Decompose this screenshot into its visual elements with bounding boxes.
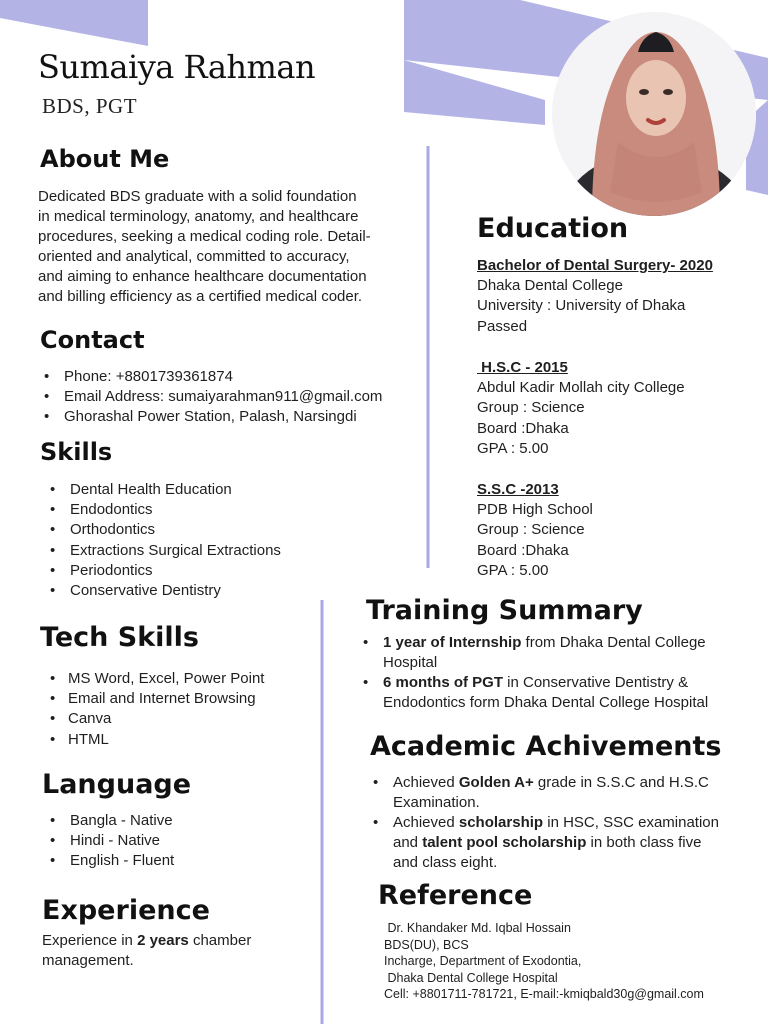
profile-photo [552,12,756,216]
candidate-degree: BDS, PGT [42,94,138,118]
top-right-shape-lower [404,60,545,125]
achievements-list [371,773,763,873]
list-item: • Extractions Surgical Extractions [44,541,424,561]
skills-heading: Skills [40,438,113,466]
list-item: • MS Word, Excel, Power Point [44,669,319,689]
list-item: • Email and Internet Browsing [44,689,319,709]
list-item: • Orthodontics [44,520,424,540]
education-entry-title: S.S.C -2013 [477,481,559,498]
reference-heading: Reference [378,880,533,911]
contact-heading: Contact [40,326,145,354]
reference-line: BDS(DU), BCS [384,937,469,952]
contact-email: • Email Address: sumaiyarahman911@gmail.com [38,387,423,407]
list-item: • Endodontics [44,500,424,520]
about-text [38,187,423,307]
education-entry-hsc: H.S.C - 2015 Abdul Kadir Mollah city College Group : Science Board :Dhaka GPA : 5.00 [477,359,685,457]
reference-line: Cell: +8801711-781721, E-mail:-kmiqbald30g@gmail.com [384,987,704,1001]
about-line: and billing efficiency as a certified medical coder. [38,288,363,305]
about-line: Dedicated BDS graduate with a solid foundation [38,188,357,205]
experience-text: Experience in 2 years chamber management. [42,932,252,969]
about-line: and aiming to enhance healthcare documentation [38,268,367,285]
about-line: procedures, seeking a medical coding role. Detail- [38,228,371,245]
reference-text [384,920,704,1003]
about-line: oriented and analytical, committed to accuracy, [38,248,350,265]
experience-years: 2 years [137,932,189,949]
list-item: • HTML [44,730,319,750]
contact-phone: • Phone: +8801739361874 [38,367,423,387]
contact-list [38,367,423,428]
reference-line: Dr. Khandaker Md. Iqbal Hossain [384,921,571,935]
education-entry-title: H.S.C - 2015 [477,359,568,376]
list-item: • Conservative Dentistry [44,581,424,601]
education-entry-title: Bachelor of Dental Surgery- 2020 [477,257,713,274]
about-heading: About Me [40,145,170,173]
list-item: • Achieved Golden A+ grade in S.S.C and H.S.C Examination. [371,773,763,813]
language-heading: Language [42,769,192,800]
experience-heading: Experience [42,895,210,926]
list-item: • English - Fluent [44,851,319,871]
education-entry-ssc: S.S.C -2013 PDB High School Group : Science Board :Dhaka GPA : 5.00 [477,481,593,579]
reference-line: Incharge, Department of Exodontia, [384,954,582,968]
top-left-shape [0,0,148,46]
list-item: • Hindi - Native [44,831,319,851]
list-item: • Bangla - Native [44,811,319,831]
achievements-heading: Academic Achivements [370,731,722,762]
tech-skills-heading: Tech Skills [40,622,200,653]
contact-address: • Ghorashal Power Station, Palash, Narsingdi [38,407,423,427]
skills-list [44,480,424,601]
list-item: • 1 year of Internship from Dhaka Dental College Hospital [361,633,761,673]
education-heading: Education [477,213,629,244]
list-item: • Canva [44,709,319,729]
education-entry-bds: Bachelor of Dental Surgery- 2020 Dhaka Dental College University : University of Dhaka Passed [477,257,713,335]
list-item: • Achieved scholarship in HSC, SSC examination and talent pool scholarship in both class five and class eight. [371,813,763,873]
training-list [361,633,761,713]
candidate-name: Sumaiya Rahman [38,48,316,86]
training-heading: Training Summary [366,595,643,626]
reference-line: Dhaka Dental College Hospital [384,970,558,985]
list-item: • Periodontics [44,561,424,581]
avatar-illustration [552,12,756,216]
about-line: in medical terminology, anatomy, and healthcare [38,208,359,225]
language-list [44,811,319,872]
list-item: • 6 months of PGT in Conservative Dentistry & Endodontics form Dhaka Dental College Hospital [361,673,761,713]
tech-skills-list [44,669,319,750]
list-item: • Dental Health Education [44,480,424,500]
